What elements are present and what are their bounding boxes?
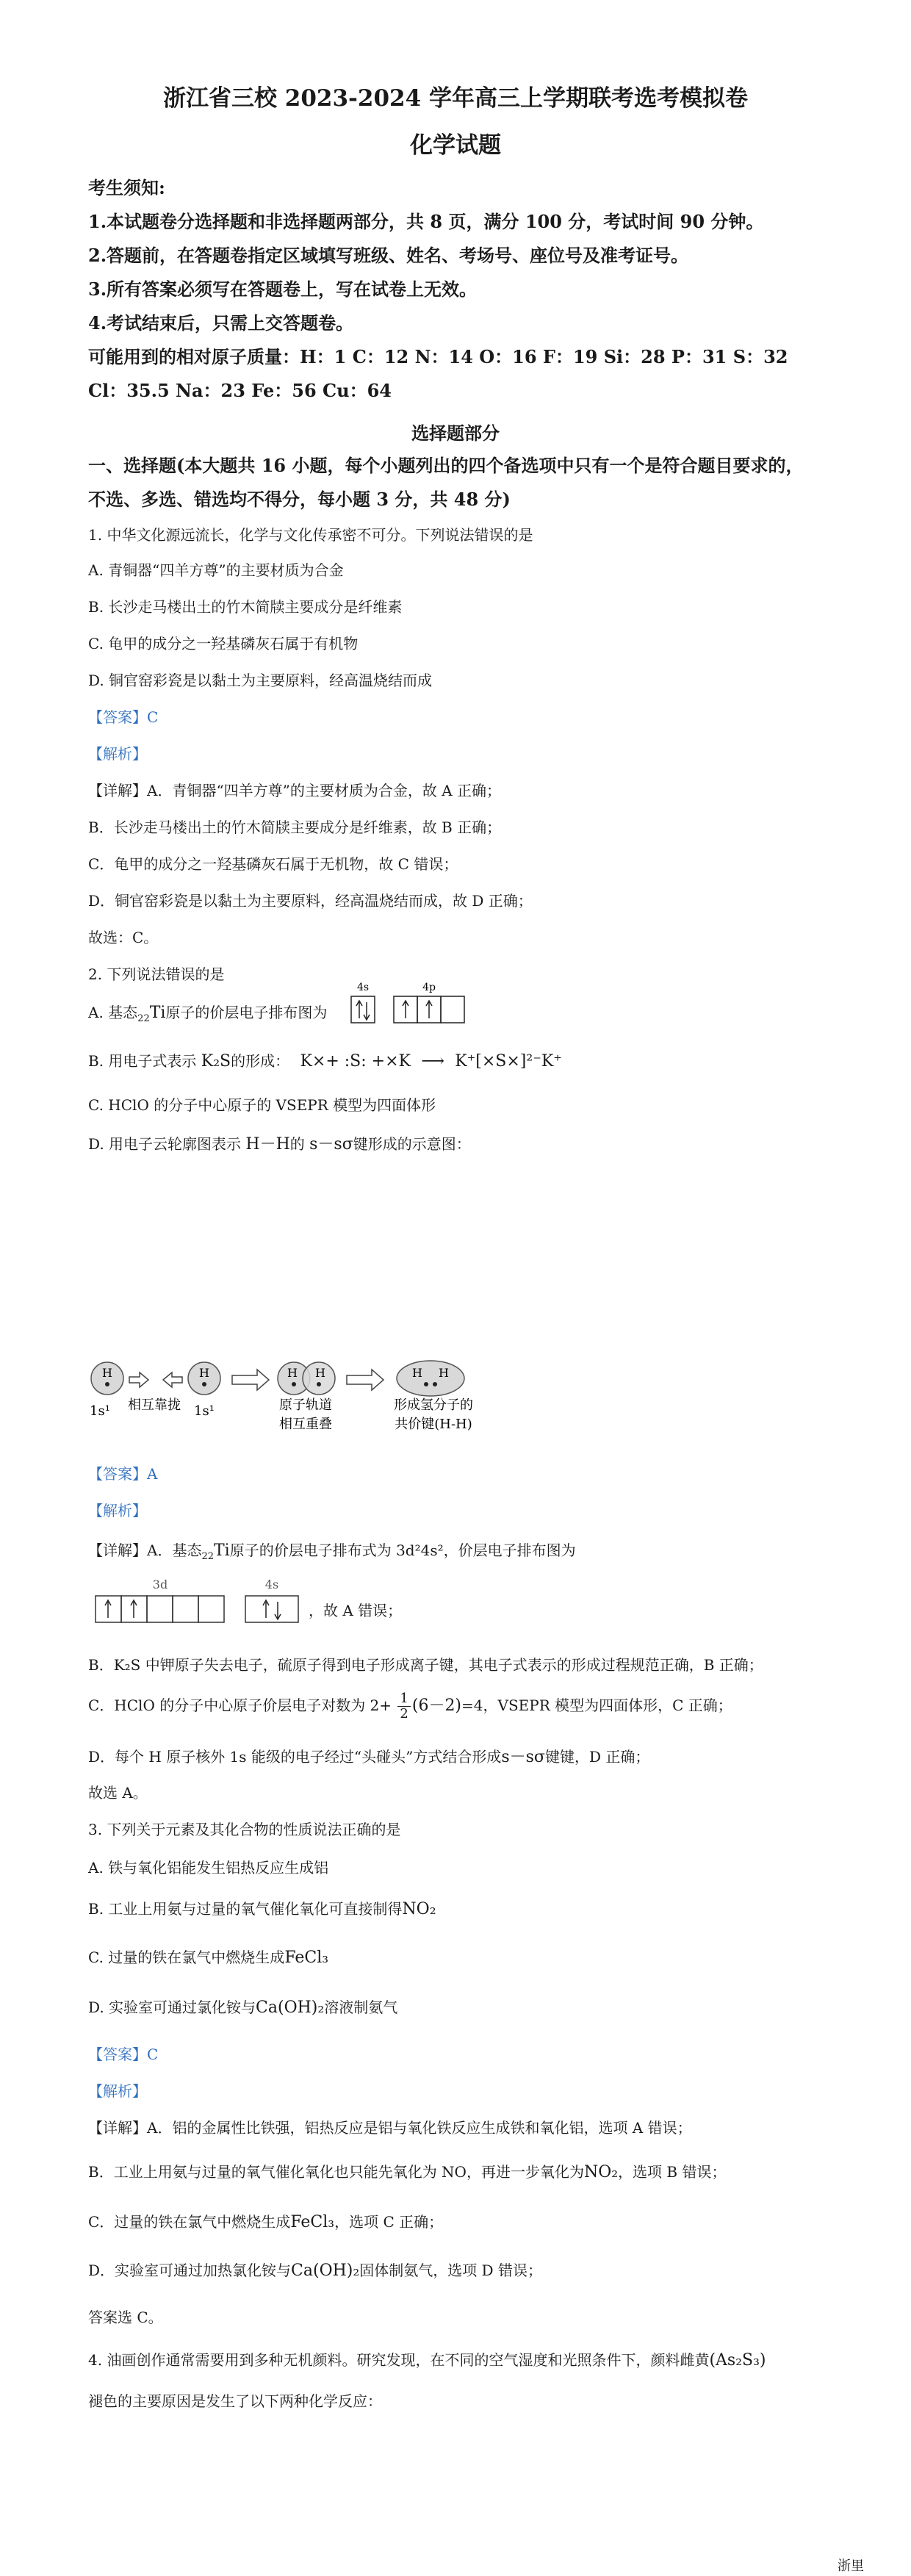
arrow-up-icon	[105, 1600, 111, 1618]
q2-analysis-label: 【解析】	[88, 1502, 147, 1519]
h-label-5: H	[412, 1366, 422, 1380]
q4-stem-line-2: 褪色的主要原因是发生了以下两种化学反应：	[88, 2392, 382, 2410]
electron-dot-icon	[424, 1382, 428, 1386]
notice-item-2: 2.答题前，在答题卷指定区域填写班级、姓名、考场号、座位号及准考证号。	[88, 245, 689, 266]
q3-conclusion: 答案选 C。	[88, 2309, 163, 2326]
q4-stem-text: 4. 油画创作通常需要用到多种无机颜料。研究发现，在不同的空气湿度和光照条件下，颜料雌黄	[88, 2351, 710, 2369]
orbital-label-3d: 3d	[152, 1577, 168, 1591]
q2-option-d-end: 键形成的示意图：	[353, 1135, 471, 1153]
q3-option-c	[88, 1946, 838, 1967]
q2-option-b	[88, 1049, 838, 1071]
arrow-up-icon	[403, 1001, 408, 1018]
q3-detail-b-formula: NO₂	[583, 2163, 619, 2181]
q3-option-a: A. 铁与氧化铝能发生铝热反应生成铝	[88, 1859, 329, 1877]
q1-detail-d: D．铜官窑彩瓷是以黏土为主要原料，经高温烧结而成，故 D 正确；	[88, 892, 533, 910]
orbital-box-4s	[351, 996, 375, 1023]
q2-option-d-formula: H－H	[245, 1135, 290, 1154]
atomic-masses-line-1: 可能用到的相对原子质量：H：1 C：12 N：14 O：16 F：19 Si：28 P：31 S：32	[88, 346, 788, 367]
q3-option-c-formula: FeCl₃	[284, 1949, 329, 1967]
q3-detail-c	[88, 2210, 838, 2231]
q2-option-b-equation-left: K×+ :S: +×K	[300, 1052, 411, 1071]
electron-dot-icon	[317, 1382, 321, 1386]
h-label-6: H	[439, 1366, 449, 1380]
exam-subtitle: 化学试题	[410, 132, 501, 159]
q2-option-b-suffix: 的形成：	[231, 1052, 290, 1070]
q2-option-a-suffix: 原子的价层电子排布图为	[165, 1004, 328, 1021]
q3-option-c-text: C. 过量的铁在氯气中燃烧生成	[88, 1949, 285, 1966]
q2-answer: 【答案】A	[88, 1465, 158, 1483]
q1-stem: 1. 中华文化源远流长，化学与文化传承密不可分。下列说法错误的是	[88, 526, 533, 544]
q2-option-a-nuclide: Ti	[149, 1004, 166, 1022]
fraction-denominator: 2	[397, 1706, 410, 1721]
label-overlap-1: 原子轨道	[279, 1397, 332, 1413]
hollow-arrow-left-icon	[163, 1372, 182, 1387]
q2-option-a-atomic-number: 22	[137, 1013, 150, 1024]
q1-option-a: A. 青铜器“四羊方尊”的主要材质为合金	[88, 561, 344, 579]
q2-stem: 2. 下列说法错误的是	[88, 965, 225, 983]
orbital-label-4s: 4s	[264, 1577, 279, 1591]
q3-option-d-text: D. 实验室可通过氯化铵与	[88, 1998, 256, 2016]
q3-detail-c-text: C．过量的铁在氯气中燃烧生成	[88, 2213, 291, 2231]
orbital-box-3d-5	[198, 1596, 224, 1622]
q4-stem-formula: (As₂S₃)	[709, 2351, 766, 2370]
label-1s-2: 1s¹	[194, 1403, 215, 1419]
q1-detail-a: 【详解】A．青铜器“四羊方尊”的主要材质为合金，故 A 正确；	[88, 782, 502, 799]
q1-conclusion: 故选：C。	[88, 929, 159, 946]
fraction-one-half	[397, 1691, 410, 1721]
arrow-pair-icon	[263, 1600, 281, 1619]
q2-detail-c-suffix: =4，VSEPR 模型为四面体形，C 正确；	[461, 1697, 732, 1714]
exam-title: 浙江省三校 2023-2024 学年高三上学期联考选考模拟卷	[162, 85, 748, 112]
q3-detail-b	[88, 2160, 838, 2181]
q2-option-a-orbital-diagram	[345, 979, 492, 1026]
q2-option-d-bond: s－sσ	[309, 1135, 353, 1154]
h-label-2: H	[199, 1366, 209, 1380]
notice-item-4: 4.考试结束后，只需上交答题卷。	[88, 312, 354, 334]
page-footer: 浙里	[838, 2558, 864, 2574]
q2-detail-a	[88, 1539, 838, 1562]
atomic-masses-line-2: Cl：35.5 Na：23 Fe：56 Cu：64	[88, 380, 392, 401]
q2-option-b-equation-right: K⁺[×S×]²⁻K⁺	[455, 1052, 562, 1071]
h2-molecule-orbital	[397, 1361, 464, 1396]
label-1s-1: 1s¹	[90, 1403, 110, 1419]
q2-option-c: C. HClO 的分子中心原子的 VSEPR 模型为四面体形	[88, 1096, 436, 1114]
hollow-arrow-right-icon	[347, 1370, 384, 1390]
notice-item-3: 3.所有答案必须写在答题卷上，写在试卷上无效。	[88, 278, 478, 300]
q3-option-d-formula: Ca(OH)₂	[256, 1998, 325, 2017]
notice-heading: 考生须知:	[88, 177, 165, 198]
q1-detail-c: C．龟甲的成分之一羟基磷灰石属于无机物，故 C 错误；	[88, 855, 458, 873]
q3-stem: 3. 下列关于元素及其化合物的性质说法正确的是	[88, 1821, 401, 1838]
q2-detail-b: B．K₂S 中钾原子失去电子，硫原子得到电子形成离子键，其电子式表示的形成过程规范正确，B 正确；	[88, 1656, 763, 1674]
q3-analysis-label: 【解析】	[88, 2082, 147, 2100]
q3-detail-b-suffix: ，选项 B 错误；	[618, 2163, 727, 2181]
q3-detail-d	[88, 2259, 838, 2280]
h-label-4: H	[315, 1366, 325, 1380]
q2-detail-a-atomic-number: 22	[201, 1551, 214, 1562]
q2-detail-d-prefix: D．每个 H 原子核外 1s 能级的电子经过“头碰头”方式结合形成	[88, 1748, 502, 1766]
q3-detail-d-suffix: 固体制氨气，选项 D 错误；	[359, 2262, 542, 2279]
q2-detail-c-prefix: C．HClO 的分子中心原子价层电子对数为 2+	[88, 1697, 392, 1714]
q2-detail-a-end: ，故 A 错误；	[309, 1602, 403, 1619]
q3-detail-d-formula: Ca(OH)₂	[291, 2262, 360, 2280]
arrow-up-icon	[426, 1001, 432, 1018]
h-label-1: H	[102, 1366, 112, 1380]
q2-detail-d-suffix: 键键，D 正确；	[544, 1748, 650, 1766]
orbital-label-4p: 4p	[422, 982, 436, 993]
section-title: 选择题部分	[411, 422, 500, 444]
section-desc-line-1: 一、选择题(本大题共 16 小题，每个小题列出的四个备选项中只有一个是符合题目要求的，	[88, 455, 804, 476]
q2-detail-c-expression: (6－2)	[411, 1697, 462, 1715]
orbital-box-4p-3	[441, 996, 464, 1023]
q3-option-b-formula: NO₂	[402, 1900, 436, 1918]
q2-option-b-formula: K₂S	[201, 1052, 231, 1071]
q2-detail-orbital-diagram	[90, 1577, 310, 1630]
q1-option-d: D. 铜官窑彩瓷是以黏土为主要原料，经高温烧结而成	[88, 672, 433, 689]
q1-option-c: C. 龟甲的成分之一羟基磷灰石属于有机物	[88, 635, 359, 652]
q3-detail-a: 【详解】A．铝的金属性比铁强，铝热反应是铝与氧化铁反应生成铁和氧化铝，选项 A 错误；	[88, 2119, 692, 2137]
q2-detail-d-bond: s－sσ	[501, 1748, 545, 1766]
q2-option-a-prefix: A. 基态	[88, 1004, 138, 1021]
label-bond-1: 形成氢分子的	[394, 1397, 473, 1413]
section-desc-line-2: 不选、多选、错选均不得分，每小题 3 分，共 48 分)	[88, 489, 511, 510]
q3-option-b	[88, 1897, 838, 1918]
orbital-label-4s: 4s	[356, 982, 370, 993]
hollow-arrow-right-icon	[232, 1370, 269, 1390]
q3-option-b-text: B. 工业上用氨与过量的氧气催化氧化可直接制得	[88, 1900, 403, 1918]
electron-dot-icon	[105, 1382, 109, 1386]
label-bond-2: 共价键(H-H)	[395, 1417, 472, 1432]
q2-option-d	[88, 1132, 838, 1154]
q3-detail-c-formula: FeCl₃	[290, 2213, 335, 2231]
q1-option-b: B. 长沙走马楼出土的竹木简牍主要成分是纤维素	[88, 598, 403, 616]
q3-detail-b-text: B．工业上用氨与过量的氧气催化氧化也只能先氧化为 NO，再进一步氧化为	[88, 2163, 584, 2181]
q2-option-d-prefix: D. 用电子云轮廓图表示	[88, 1135, 242, 1153]
q2-detail-a-prefix: 【详解】A．基态	[88, 1541, 202, 1559]
q3-option-d-suffix: 溶液制氨气	[324, 1998, 398, 2016]
q2-detail-a-nuclide: Ti	[214, 1541, 230, 1560]
orbital-box-3d-3	[147, 1596, 173, 1622]
q1-answer: 【答案】C	[88, 708, 159, 726]
q3-detail-d-text: D．实验室可通过加热氯化铵与	[88, 2262, 292, 2279]
q3-answer: 【答案】C	[88, 2046, 159, 2063]
arrow-pair-icon	[356, 1001, 370, 1020]
q2-detail-c	[88, 1691, 838, 1735]
q3-option-d	[88, 1996, 838, 2017]
label-overlap-2: 相互重叠	[279, 1417, 332, 1432]
arrow-up-icon	[131, 1600, 137, 1618]
q2-detail-d	[88, 1744, 838, 1767]
q1-analysis-label: 【解析】	[88, 745, 147, 763]
q4-stem-line-1	[88, 2348, 838, 2370]
orbital-box-3d-4	[173, 1596, 198, 1622]
q1-detail-b: B．长沙走马楼出土的竹木简牍主要成分是纤维素，故 B 正确；	[88, 819, 502, 836]
notice-item-1: 1.本试题卷分选择题和非选择题两部分，共 8 页，满分 100 分，考试时间 90 分钟。	[88, 211, 764, 232]
q2-detail-a-suffix: 原子的价层电子排布式为 3d²4s²，价层电子排布图为	[229, 1541, 576, 1559]
q2-option-b-prefix: B. 用电子式表示	[88, 1052, 197, 1070]
h2-bond-formation-diagram	[81, 1358, 551, 1446]
q2-option-d-mid: 的	[289, 1135, 305, 1153]
fraction-numerator: 1	[400, 1691, 408, 1706]
q2-conclusion: 故选 A。	[88, 1784, 148, 1802]
label-approach: 相互靠拢	[128, 1397, 181, 1413]
orbital-box-4s	[245, 1596, 298, 1622]
hollow-arrow-right-icon	[129, 1372, 148, 1387]
electron-dot-icon	[433, 1382, 437, 1386]
reaction-arrow-icon: ⟶	[421, 1052, 444, 1071]
electron-dot-icon	[292, 1382, 296, 1386]
h-label-3: H	[287, 1366, 298, 1380]
q3-detail-c-suffix: ，选项 C 正确；	[334, 2213, 444, 2231]
electron-dot-icon	[202, 1382, 206, 1386]
